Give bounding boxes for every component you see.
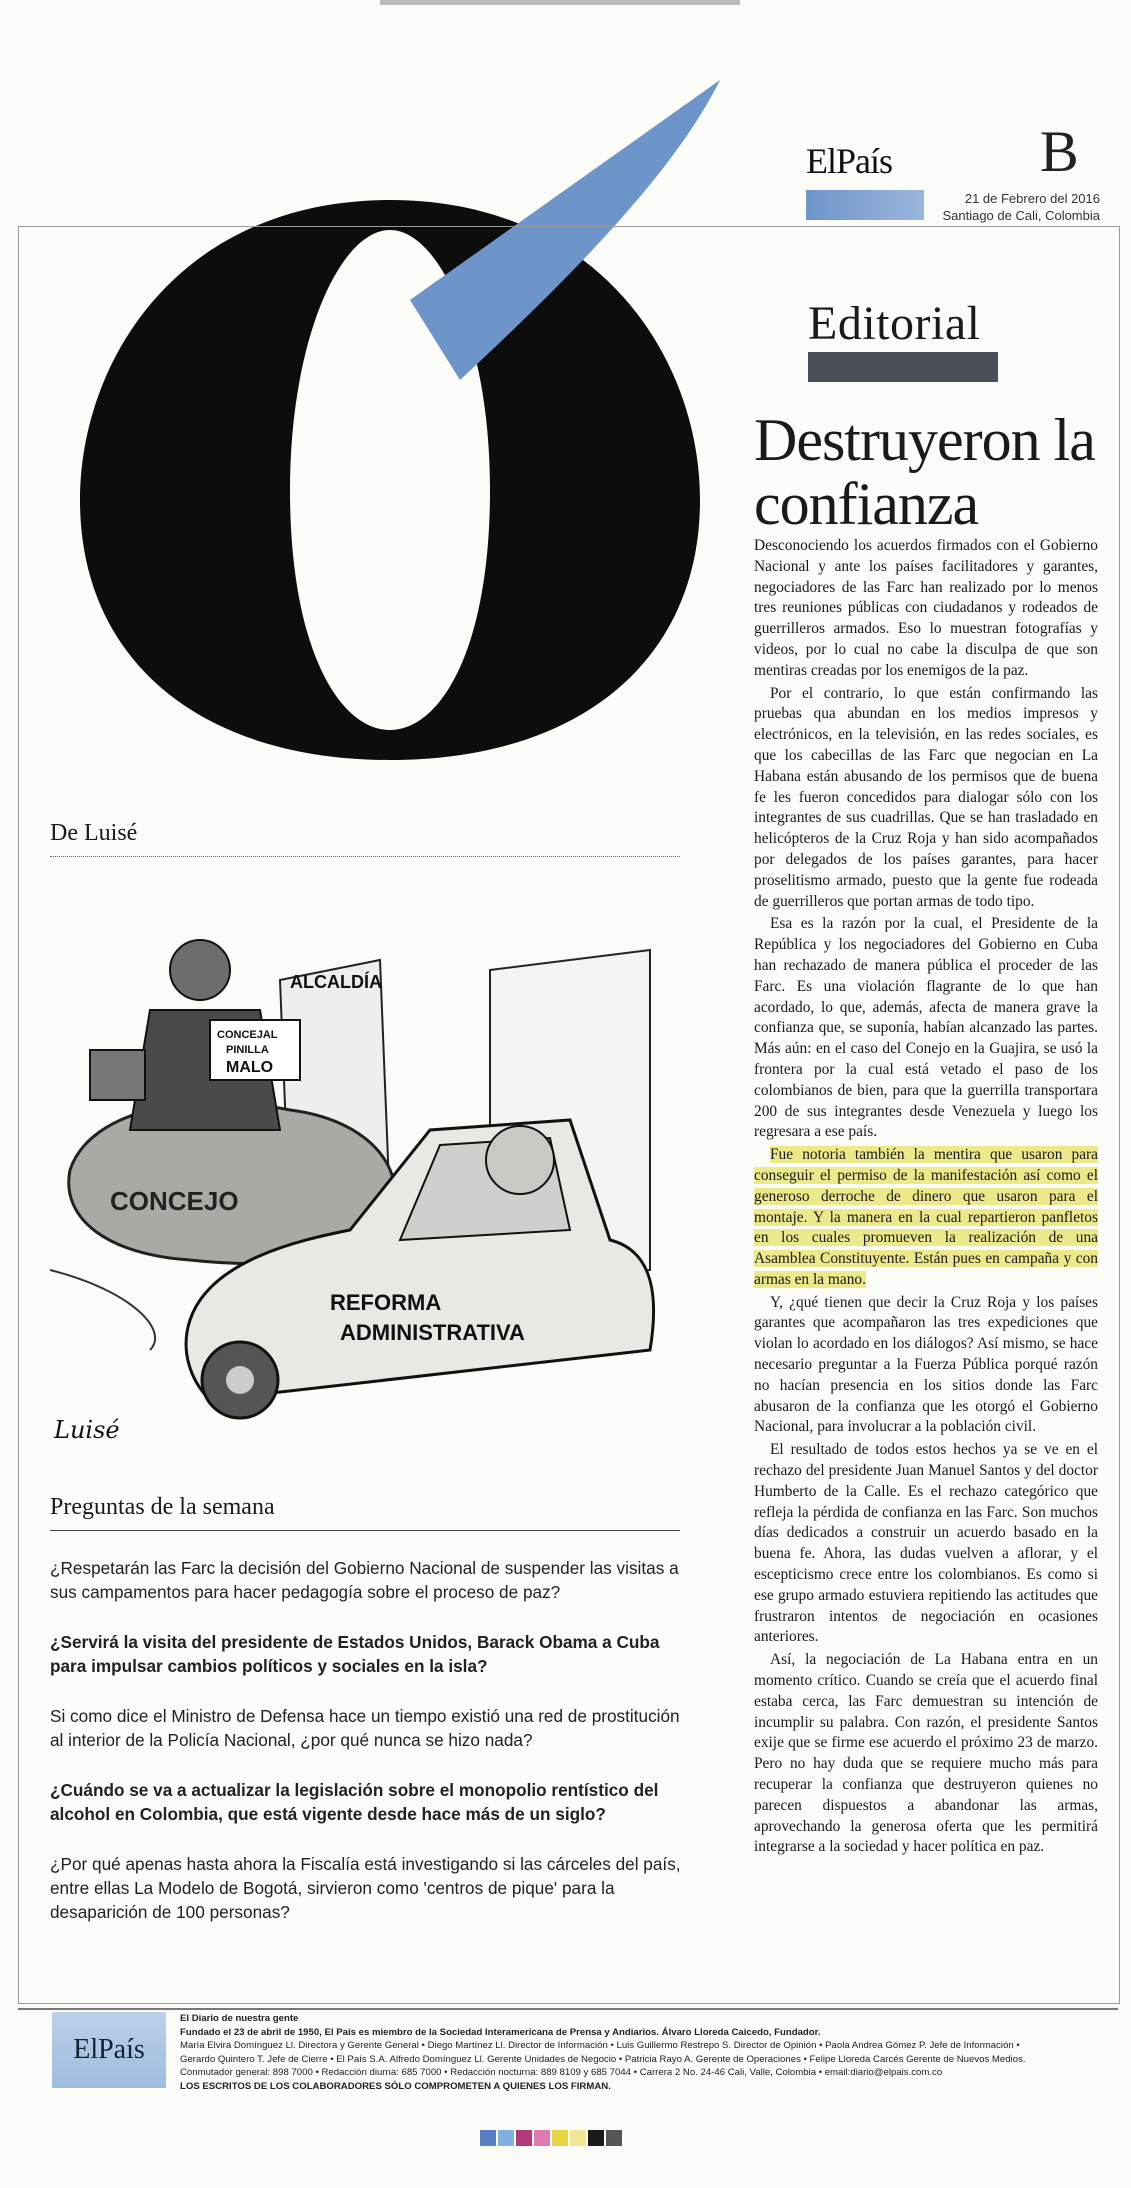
rock-text: CONCEJO <box>110 1186 239 1216</box>
cartoon-label: De Luisé <box>50 820 138 846</box>
section-letter: B <box>1040 119 1079 184</box>
sign-line: PINILLA <box>226 1044 269 1056</box>
paragraph: Desconociendo los acuerdos firmados con el Gobierno Nacional y ante los países facilitadores y garantes, negociadores de las Farc han realizado por lo menos tres reuniones públicas con ciudadanos y rodeados de guerrilleros armados. Eso lo muestran fotografías y videos, por lo cual no cabe la disculpa de que son mentiras creadas por los enemigos de la paz. <box>754 537 1098 679</box>
paragraph: Por el contrario, lo que están confirmando las pruebas qua abundan en los medios impresos y electrónicos, en la televisión, en las redes sociales, es que los cabecillas de las Farc que negocian en La Habana están abusando de los permisos que de buena fe les fueron concedidos para dialogar sólo con los integrantes de sus cuadrillas. Que se han trasladado en helicópteros de la Cruz Roja y han sido acompañados por delegados de los países garantes, para hacer proselitismo armado, puesto que la gente fue rodeada de guerrilleros que portan armas de todo tipo. <box>754 684 1098 910</box>
paragraph: Y, ¿qué tienen que decir la Cruz Roja y los países garantes que acompañaron las tres expediciones que violan lo acordado en los diálogos? Así mismo, se hace necesario preguntar a la Fuerza Pública porqué razón no hacían presencia en los sitios donde las Farc abusaron de la confianza que les otorgó el Gobierno Nacional, para involucrar a la población civil. <box>754 1293 1098 1436</box>
questions-rule <box>50 1530 680 1531</box>
footer-tagline: El Diario de nuestra gente <box>180 2013 299 2024</box>
editorial-headline: Destruyeron la confianza <box>754 407 1095 537</box>
car-text: ADMINISTRATIVA <box>340 1320 525 1345</box>
color-registration-swatches <box>480 2130 622 2146</box>
questions-title: Preguntas de la semana <box>50 1494 275 1520</box>
paragraph: El resultado de todos estos hechos ya se ve en el rechazo del presidente Juan Manuel Santos y del doctor Humberto de la Calle. Es el rechazo categórico que refleja la pérdida de confianza en las Farc. Son muchos días dedicados a construir un acuerdo basado en la buena fe. Ahora, las dudas vuelven a aflorar, y el escepticismo crece entre los colombianos. Es como si ese grupo armado estuviera repitiendo las actitudes que frustraron intentos de negociación en ocasiones anteriores. <box>754 1441 1098 1646</box>
man-head-icon <box>170 940 230 1000</box>
paragraph: Esa es la razón por la cual, el Presidente de la República y los negociadores del Gobierno en Cuba han rechazado de manera pública el proceder de las Farc. Es una violación flagrante de lo que han acordado, lo que, además, afecta de manera grave la confianza que, se suponía, habían alcanzado las partes. Más aún: en el caso del Conejo en la Guajira, se usó la frontera por la cual está vetado el paso de los colombianos de bien, para que la guerrilla transportara 200 de sus integrantes desde Venezuela y luego los regresara a ese país. <box>754 915 1098 1141</box>
questions-list <box>50 1556 690 1950</box>
footer-line: LOS ESCRITOS DE LOS COLABORADORES SÓLO COMPROMETEN A QUIENES LOS FIRMAN. <box>180 2080 611 2092</box>
question-item: ¿Servirá la visita del presidente de Estados Unidos, Barack Obama a Cuba para impulsar cambios políticos y sociales en la isla? <box>50 1632 660 1676</box>
question-item: Si como dice el Ministro de Defensa hace un tiempo existió una red de prostitución al interior de la Policía Nacional, ¿por qué nunca se hizo nada? <box>50 1706 680 1750</box>
driver-head-icon <box>486 1126 554 1194</box>
cartoonist-signature: Luisé <box>54 1416 120 1444</box>
color-swatch <box>588 2130 604 2146</box>
sign-line: MALO <box>226 1059 274 1076</box>
paragraph: Así, la negociación de La Habana entra en un momento crítico. Cuando se creía que el acuerdo final estaba cerca, las Farc demuestran su intención de incumplir su palabra. Con razón, el presidente Santos exije que se firme ese acuerdo el próximo 23 de marzo. Pero no hay duda que se requiere mucho más para recuperar la confianza que destruyeron quienes no parecen dispuestos a abandonar las armas, aprovechando la generosa oferta que les permitirá integrarse a la sociedad y hacer política en paz. <box>754 1651 1098 1856</box>
footer-line: Gerardo Quintero T. Jefe de Cierre • El País S.A. Alfredo Domínguez Ll. Gerente Unidades de Negocio • Patricia Rayo A. Gerente de Operaciones • Felipe Lloreda Carcés Gerente de Nuevos Medios. <box>180 2053 1026 2065</box>
footer-rule <box>18 2008 1118 2010</box>
question-item: ¿Por qué apenas hasta ahora la Fiscalía está investigando si las cárceles del país, entre ellas La Modelo de Bogotá, sirvieron como 'centros de pique' para la desaparición de 100 personas? <box>50 1854 681 1922</box>
masthead <box>806 140 926 220</box>
footer-line: Fundado el 23 de abril de 1950, El País es miembro de la Sociedad Interamericana de Prensa y Andiarios. Álvaro Lloreda Caicedo, Fundador. <box>180 2026 821 2038</box>
cartoon-rule <box>50 856 680 857</box>
question-item: ¿Respetarán las Farc la decisión del Gobierno Nacional de suspender las visitas a sus campamentos para hacer pedagogía sobre el proceso de paz? <box>50 1558 679 1602</box>
question-item: ¿Cuándo se va a actualizar la legislación sobre el monopolio rentístico del alcohol en Colombia, que está vigente desde hace más de un siglo? <box>50 1780 659 1824</box>
color-swatch <box>498 2130 514 2146</box>
highlighted-paragraph <box>754 1145 1098 1291</box>
highlighted-text: Fue notoria también la mentira que usaron para conseguir el permiso de la manifestación así como el generoso derroche de dinero que usaron para el montaje. Y la manera en la cual repartieron panfletos en los cuales promueven la realización de una Asamblea Constituyente. Están pues en campaña y con armas en la mano. <box>754 1146 1098 1288</box>
place-text: Santiago de Cali, Colombia <box>942 208 1100 223</box>
color-swatch <box>480 2130 496 2146</box>
editorial-bar <box>808 352 998 382</box>
footer-logo: ElPaís <box>52 2012 166 2088</box>
color-swatch <box>534 2130 550 2146</box>
masthead-color-bar <box>806 190 924 220</box>
editorial-label: Editorial <box>808 297 981 350</box>
car-text: REFORMA <box>330 1290 442 1315</box>
print-registration-mark <box>380 0 740 5</box>
date-text: 21 de Febrero del 2016 <box>964 191 1100 206</box>
editorial-body <box>754 536 1098 1860</box>
dateline <box>940 190 1100 224</box>
footer-credits <box>180 2012 1080 2094</box>
footer-line: Conmutador general: 898 7000 • Redacción diurna: 685 7000 • Redacción nocturna: 889 8109 y 685 7044 • Carrera 2 No. 24-46 Cali, Valle, Colombia • email:diario@elpais.com.co <box>180 2067 943 2079</box>
color-swatch <box>552 2130 568 2146</box>
color-swatch <box>570 2130 586 2146</box>
footer-line: María Elvira Domínguez Ll. Directora y Gerente General • Diego Martínez Ll. Director de Información • Luis Guillermo Restrepo S. Director de Opinión • Paola Andrea Gómez P. Jefe de Información • <box>180 2040 1020 2052</box>
editorial-cartoon <box>50 910 680 1450</box>
briefcase-icon <box>90 1050 145 1100</box>
sign-line: CONCEJAL <box>217 1029 278 1041</box>
color-swatch <box>606 2130 622 2146</box>
masthead-logo: ElPaís <box>806 141 893 181</box>
alcaldia-text: ALCALDÍA <box>290 972 382 992</box>
color-swatch <box>516 2130 532 2146</box>
car-hub-icon <box>226 1366 254 1394</box>
